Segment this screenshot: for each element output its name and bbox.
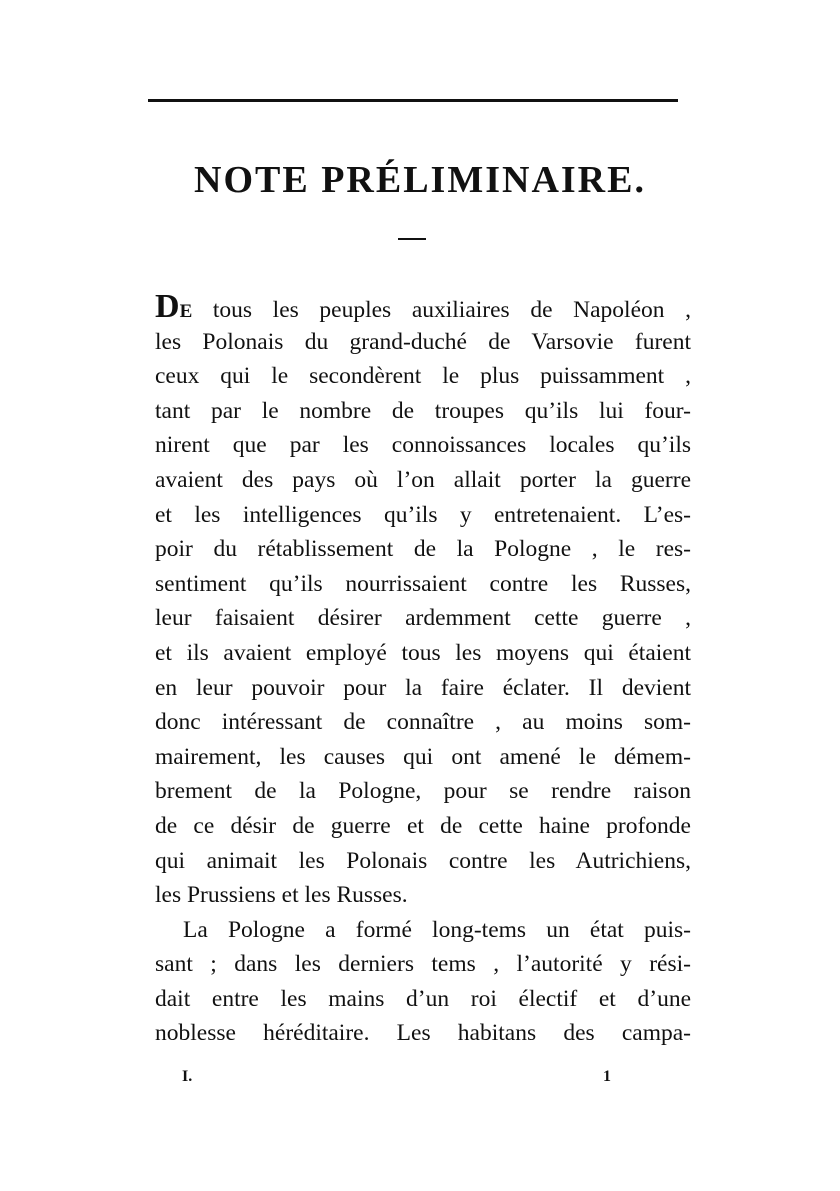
text-line: avaient des pays où l’on allait porter la guerre [155,466,691,493]
text-line: qui animait les Polonais contre les Autrichiens, [155,847,691,874]
body-text [155,290,691,1051]
drop-cap-small: E [179,301,193,322]
text-line: et les intelligences qu’ils y entretenaient. L’es- [155,501,691,528]
page-title: NOTE PRÉLIMINAIRE. [194,159,646,201]
signature-mark: I. [182,1068,193,1085]
text-line: noblesse héréditaire. Les habitans des campa- [155,1020,691,1047]
text-line: ceux qui le secondèrent le plus puissamment , [155,363,691,390]
text-line: mairement, les causes qui ont amené le démem- [155,743,691,770]
text-line: sentiment qu’ils nourrissaient contre les Russes, [155,570,691,597]
text-line: dait entre les mains d’un roi électif et d’une [155,985,691,1012]
page-number: 1 [603,1068,611,1085]
text-line: les Polonais du grand-duché de Varsovie furent [155,328,691,355]
text-line: en leur pouvoir pour la faire éclater. Il devient [155,674,691,701]
text-line: nirent que par les connoissances locales qu’ils [155,432,691,459]
text-line: brement de la Pologne, pour se rendre raison [155,778,691,805]
text-line: DE tous les peuples auxiliaires de Napoléon , [155,288,691,325]
text-line: et ils avaient employé tous les moyens qui étaient [155,639,691,666]
text-line: les Prussiens et les Russes. [155,882,408,909]
text-line: tant par le nombre de troupes qu’ils lui four- [155,397,691,424]
text-line: de ce désir de guerre et de cette haine profonde [155,812,691,839]
title-ornament-dash [398,238,426,240]
text-line: donc intéressant de connaître , au moins som- [155,709,691,736]
drop-cap: D [155,288,180,325]
text-line: poir du rétablissement de la Pologne , le res- [155,536,691,563]
top-rule [148,99,678,102]
text-line: La Pologne a formé long-tems un état puis- [183,916,691,943]
text-line: sant ; dans les derniers tems , l’autorité y rési- [155,951,691,978]
text-line: leur faisaient désirer ardemment cette guerre , [155,605,691,632]
